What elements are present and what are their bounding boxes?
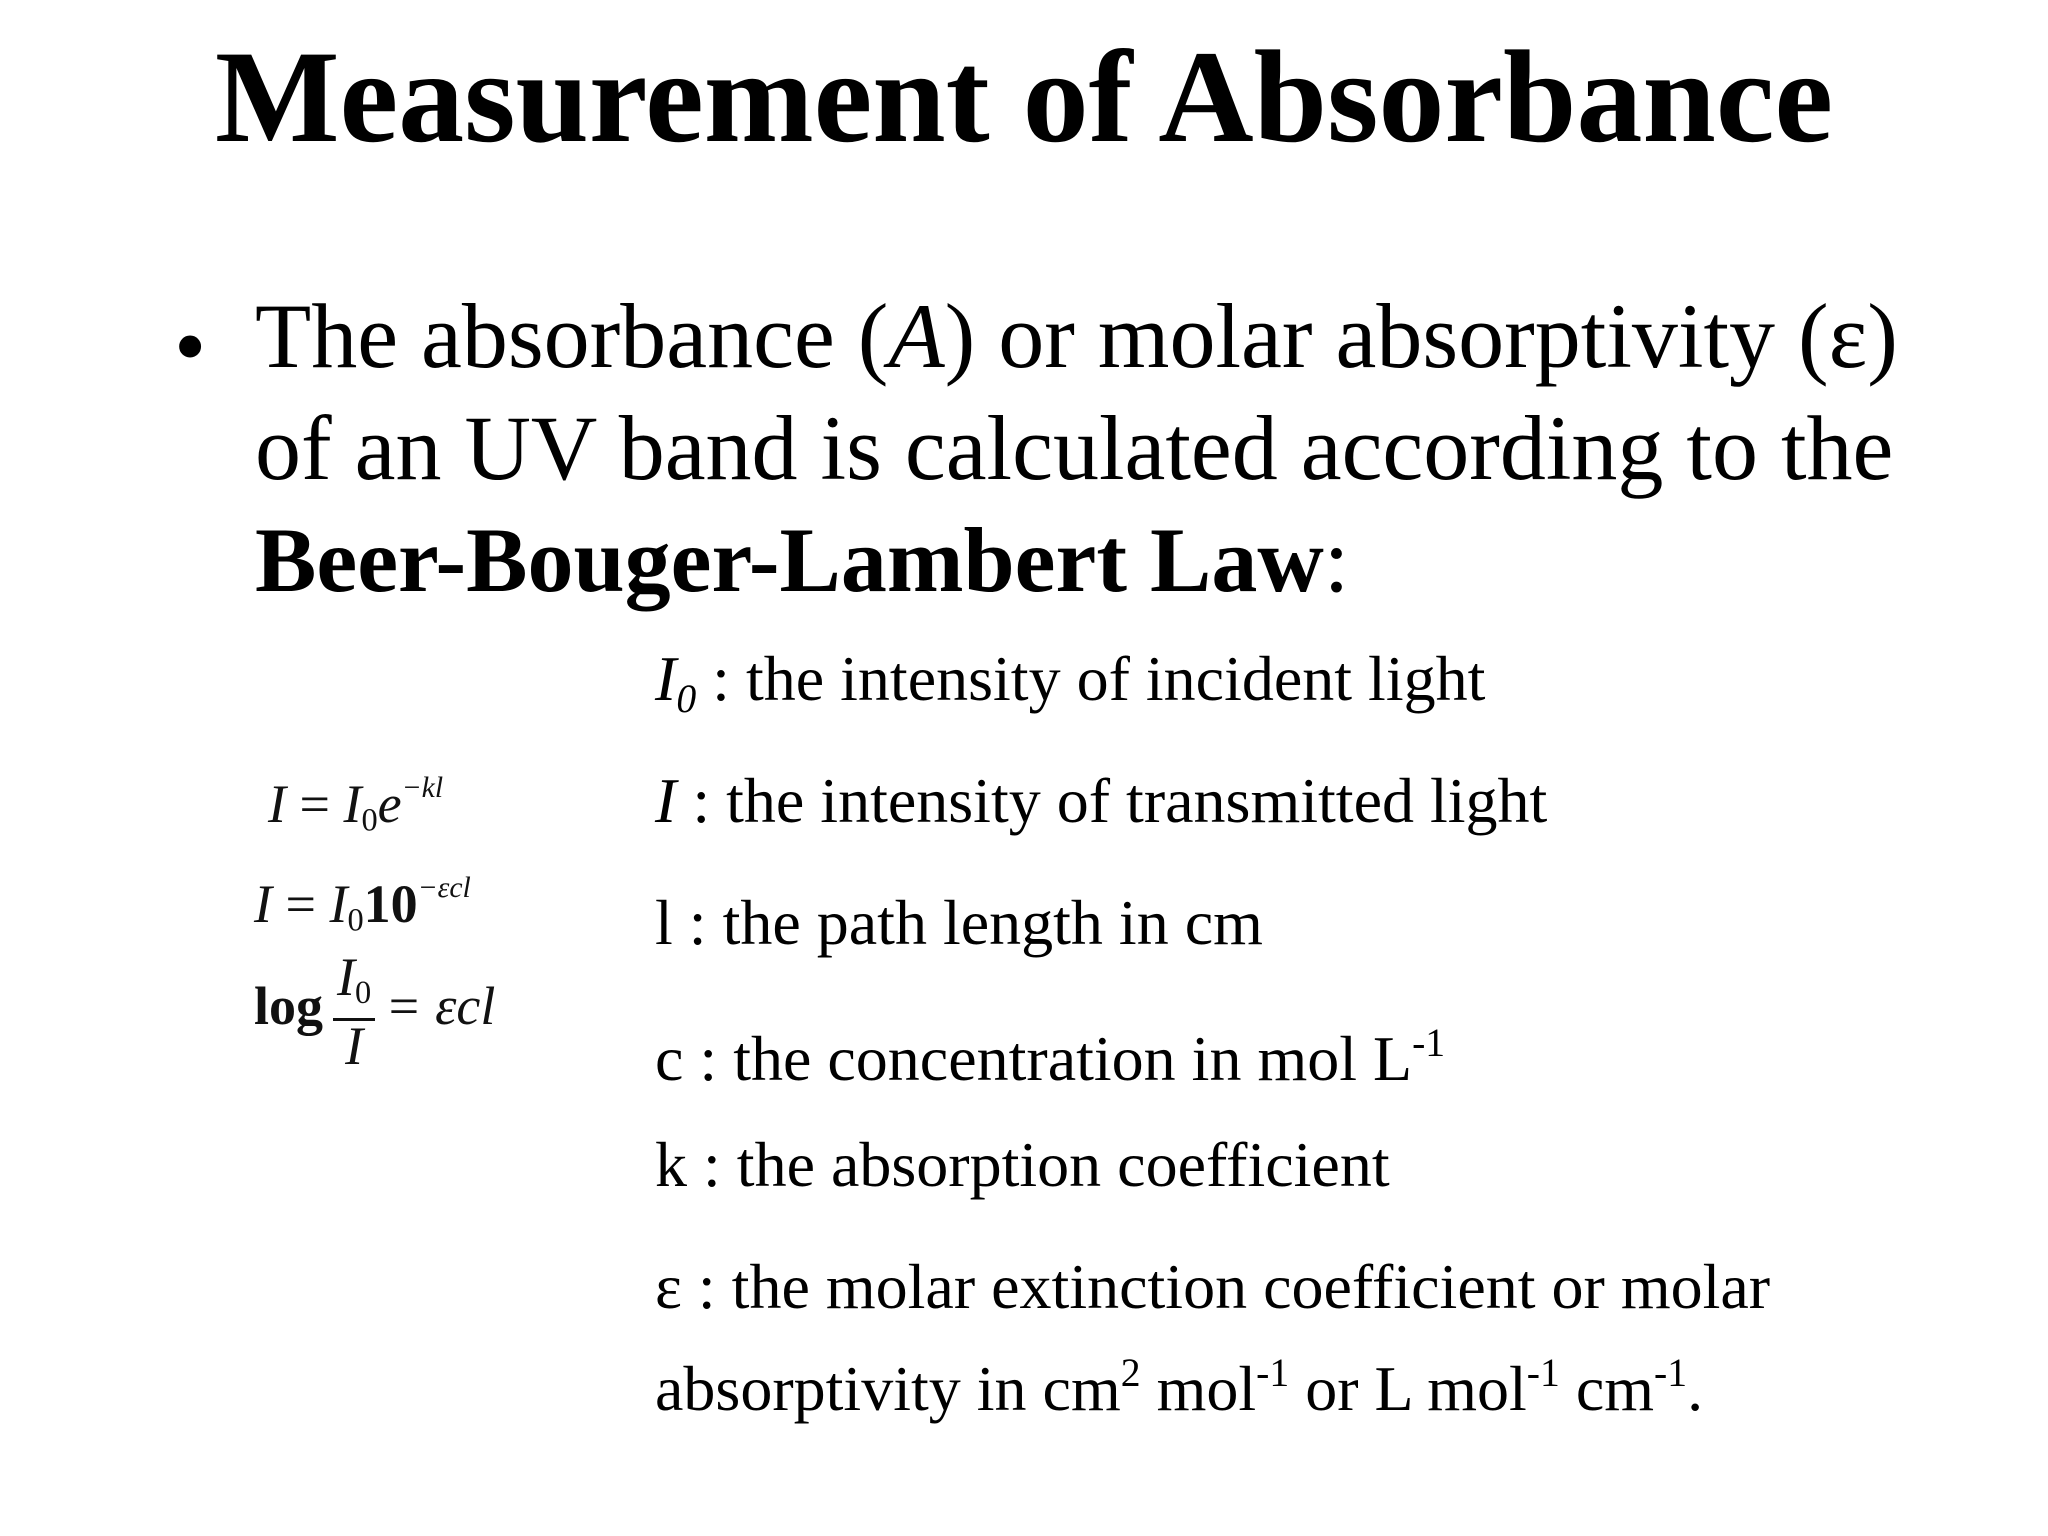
definition-molar-extinction-line-1: ε : the molar extinction coefficient or molar <box>655 1251 1771 1322</box>
bullet-line-2: of an UV band is calculated according to the <box>255 397 1894 499</box>
definition-symbol: I <box>655 765 677 836</box>
bullet-line-1 <box>255 280 2015 392</box>
definition-text: . <box>1687 1352 1704 1424</box>
definition-superscript: 2 <box>1120 1351 1141 1395</box>
formula-block <box>254 730 584 1100</box>
definition-superscript: -1 <box>1256 1351 1290 1395</box>
definition-text: : the intensity of transmitted light <box>676 765 1548 836</box>
formula-symbol: I <box>254 874 272 935</box>
bullet-line-3 <box>255 504 2015 616</box>
bullet-text-part: The absorbance ( <box>255 285 889 387</box>
definition-text: cm <box>1559 1352 1655 1424</box>
bullet-marker: • <box>174 295 207 397</box>
formula-subscript: 0 <box>361 802 378 839</box>
definition-path-length: l : the path length in cm <box>655 887 1263 958</box>
definition-text: absorptivity in cm <box>655 1352 1121 1424</box>
formula-symbol: I <box>343 774 362 835</box>
bullet-paragraph <box>255 280 2015 616</box>
bullet-text-part: ) or molar absorptivity (ε) <box>944 285 1898 387</box>
definition-superscript: -1 <box>1526 1351 1560 1395</box>
absorbance-symbol: A <box>888 285 945 387</box>
definition-incident-intensity <box>655 640 1485 738</box>
definition-absorption-coefficient: k : the absorption coefficient <box>655 1129 1390 1200</box>
formula-subscript: 0 <box>355 975 372 1012</box>
formula-exponential <box>268 758 443 850</box>
fraction-numerator <box>333 947 375 1021</box>
formula-symbol: I <box>268 774 286 835</box>
definition-subscript: 0 <box>676 676 697 721</box>
page-title: Measurement of Absorbance <box>214 23 1834 170</box>
formula-exponent: −kl <box>401 772 444 804</box>
definition-text: or L mol <box>1289 1352 1527 1424</box>
formula-symbol: I <box>337 947 355 1007</box>
definition-concentration <box>655 1004 1445 1098</box>
definition-superscript: -1 <box>1412 1021 1446 1065</box>
law-colon: : <box>1323 509 1350 611</box>
definition-molar-extinction-line-2 <box>655 1334 1703 1428</box>
formula-operator: = <box>271 874 330 935</box>
formula-number: 10 <box>363 874 418 935</box>
formula-symbol: e <box>377 774 402 835</box>
law-name: Beer-Bouger-Lambert Law <box>255 509 1324 611</box>
definition-superscript: -1 <box>1654 1351 1688 1395</box>
definition-text: c : the concentration in mol L <box>655 1022 1413 1094</box>
definition-text: mol <box>1140 1352 1257 1424</box>
formula-fraction <box>333 947 375 1077</box>
definition-text: : the intensity of incident light <box>696 643 1486 714</box>
fraction-denominator: I <box>345 1016 364 1077</box>
formula-exponent: −εcl <box>417 872 471 904</box>
definition-transmitted-intensity <box>655 762 1547 840</box>
formula-base-ten <box>254 858 471 950</box>
definition-symbol: I <box>655 643 677 714</box>
formula-subscript: 0 <box>347 902 364 939</box>
formula-log <box>254 947 496 1077</box>
formula-rhs: = εcl <box>385 975 496 1036</box>
formula-log-operator: log <box>254 975 324 1036</box>
formula-operator: = <box>285 774 344 835</box>
formula-symbol: I <box>329 874 348 935</box>
